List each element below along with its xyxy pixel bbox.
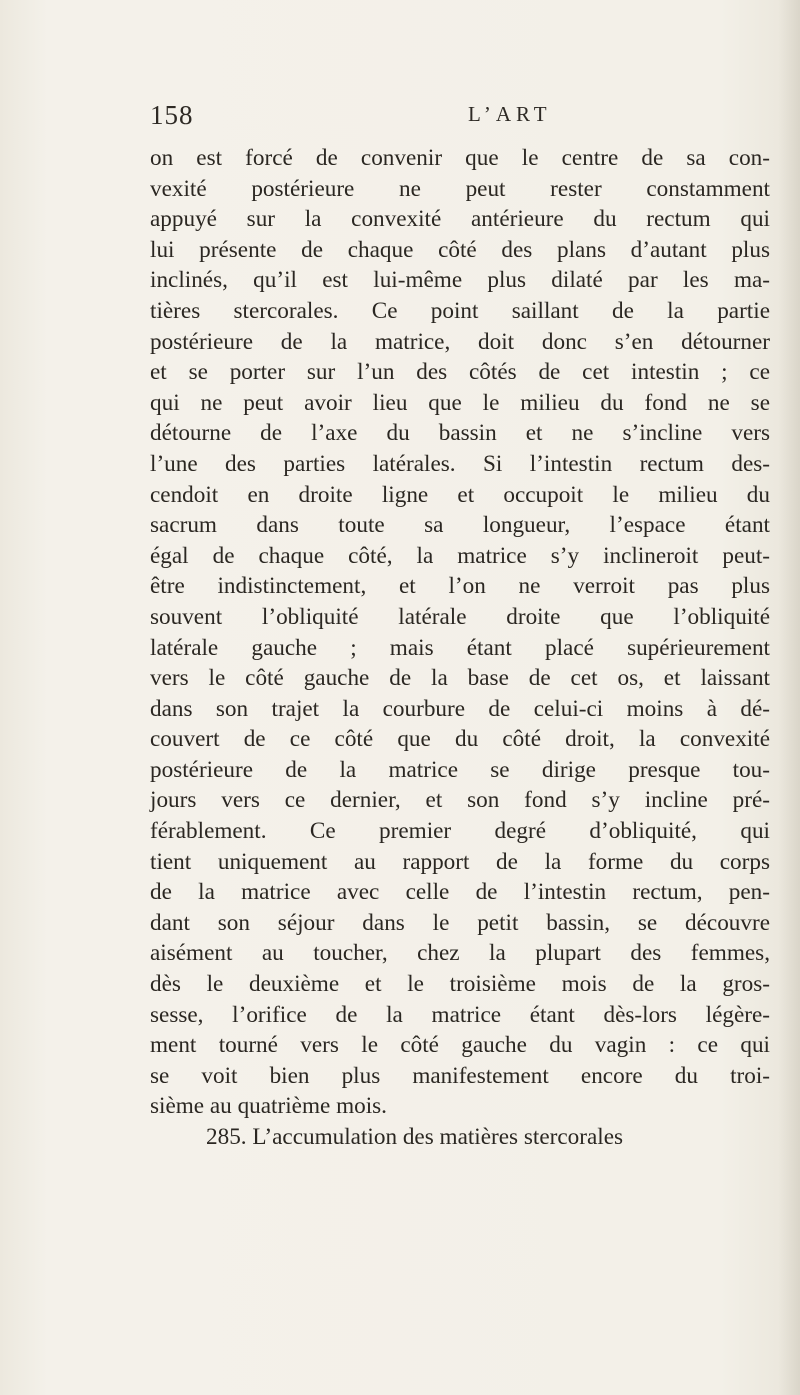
text-line: être indistinctement, et l’on ne verroit pas plus <box>150 573 770 600</box>
text-line: se voit bien plus manifestement encore du troi- <box>150 1062 770 1089</box>
text-line: tières stercorales. Ce point saillant de la partie <box>150 297 770 324</box>
text-line: dans son trajet la courbure de celui-ci moins à dé- <box>150 695 770 722</box>
text-line: jours vers ce dernier, et son fond s’y incline pré- <box>150 787 770 814</box>
text-line: inclinés, qu’il est lui-même plus dilaté par les ma- <box>150 267 770 294</box>
text-line: dès le deuxième et le troisième mois de la gros- <box>150 971 770 998</box>
text-line: ment tourné vers le côté gauche du vagin : ce qui <box>150 1032 770 1059</box>
text-line: détourne de l’axe du bassin et ne s’incline vers <box>150 420 770 447</box>
text-line: appuyé sur la convexité antérieure du rectum qui <box>150 206 770 233</box>
text-line: égal de chaque côté, la matrice s’y inclineroit peut- <box>150 542 770 569</box>
body-text <box>150 143 770 1153</box>
text-line: vers le côté gauche de la base de cet os, et laissant <box>150 665 770 692</box>
text-line: qui ne peut avoir lieu que le milieu du fond ne se <box>150 389 770 416</box>
text-line: férablement. Ce premier degré d’obliquité, qui <box>150 818 770 845</box>
text-line: l’une des parties latérales. Si l’intestin rectum des- <box>150 450 770 477</box>
running-head <box>150 100 750 134</box>
text-line: souvent l’obliquité latérale droite que l’obliquité <box>150 603 770 630</box>
text-line: dant son séjour dans le petit bassin, se découvre <box>150 909 770 936</box>
section-start-line: 285. L’accumulation des matières stercorales <box>206 1124 624 1150</box>
page-number: 158 <box>150 100 194 130</box>
text-line: et se porter sur l’un des côtés de cet intestin ; ce <box>150 359 770 386</box>
text-line: on est forcé de convenir que le centre de sa con- <box>150 145 770 171</box>
text-line: de la matrice avec celle de l’intestin rectum, pen- <box>150 879 770 906</box>
running-title: L’ART <box>468 102 552 126</box>
text-line: sesse, l’orifice de la matrice étant dès-lors légère- <box>150 1001 770 1028</box>
text-line: vexité postérieure ne peut rester constamment <box>150 175 770 202</box>
text-line: postérieure de la matrice, doit donc s’en détourner <box>150 328 770 355</box>
text-line: latérale gauche ; mais étant placé supérieurement <box>150 634 770 661</box>
text-line: sacrum dans toute sa longueur, l’espace étant <box>150 512 770 539</box>
page-edge-shadow <box>778 0 800 1395</box>
text-line: cendoit en droite ligne et occupoit le milieu du <box>150 481 770 508</box>
text-line: postérieure de la matrice se dirige presque tou- <box>150 756 770 783</box>
paragraph-end-line: sième au quatrième mois. <box>150 1093 387 1120</box>
text-line: lui présente de chaque côté des plans d’autant plus <box>150 236 770 263</box>
text-line: aisément au toucher, chez la plupart des femmes, <box>150 940 770 967</box>
text-line: tient uniquement au rapport de la forme du corps <box>150 848 770 875</box>
text-line: couvert de ce côté que du côté droit, la convexité <box>150 726 770 753</box>
